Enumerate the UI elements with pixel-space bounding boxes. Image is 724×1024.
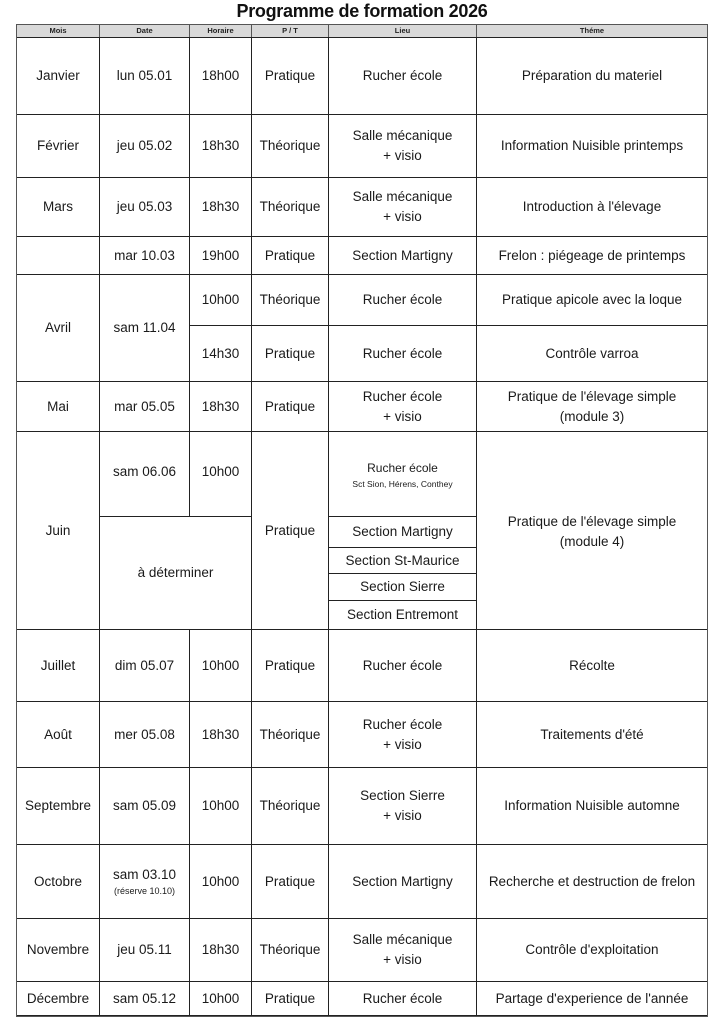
- cell-pt: [251, 431, 329, 630]
- location-sections: Sct Sion, Hérens, Conthey: [352, 479, 453, 489]
- date-label: lun 05.01: [116, 68, 173, 83]
- header-horaire-label: Horaire: [207, 26, 234, 35]
- date-label: sam 03.10: [112, 867, 177, 882]
- type-label: Pratique: [264, 398, 316, 414]
- cell-horaire: [189, 767, 252, 845]
- cell-horaire: [189, 274, 252, 326]
- cell-pt: [251, 381, 329, 432]
- cell-date: [99, 844, 190, 919]
- theme-label: Information Nuisible automne: [504, 798, 680, 813]
- cell-theme: [476, 701, 708, 768]
- cell-theme: [476, 381, 708, 432]
- location-label: Salle mécanique: [352, 189, 453, 204]
- cell-mois: [16, 844, 100, 919]
- time-label: 18h30: [201, 398, 240, 414]
- cell-date: [99, 381, 190, 432]
- cell-date: [99, 431, 190, 517]
- theme-label: Recherche et destruction de frelon: [488, 873, 696, 889]
- time-label: 10h00: [201, 798, 240, 813]
- cell-lieu: [328, 177, 477, 237]
- cell-lieu: [328, 236, 477, 275]
- theme-label: Contrôle varroa: [545, 345, 639, 361]
- theme-label: Contrôle d'exploitation: [525, 942, 659, 957]
- cell-lieu: [328, 381, 477, 432]
- cell-mois: [16, 918, 100, 982]
- cell-theme: [476, 981, 708, 1016]
- cell-theme: [476, 236, 708, 275]
- date-label: jeu 05.11: [117, 942, 172, 957]
- cell-horaire: [189, 918, 252, 982]
- cell-mois: [16, 629, 100, 702]
- month-label: Février: [36, 138, 79, 153]
- cell-pt: [251, 844, 329, 919]
- month-label: Avril: [44, 320, 71, 335]
- cell-horaire: [189, 701, 252, 768]
- cell-date: [99, 629, 190, 702]
- cell-lieu: [328, 918, 477, 982]
- page-title: Programme de formation 2026: [236, 1, 488, 21]
- location-label: Section Martigny: [352, 524, 453, 539]
- date-label: mar 10.03: [114, 247, 175, 263]
- type-label: Théorique: [259, 138, 321, 153]
- cell-pt: [251, 981, 329, 1016]
- month-label: Novembre: [26, 942, 90, 957]
- month-label: Juin: [45, 522, 71, 538]
- cell-theme: [476, 37, 708, 115]
- header-lieu-label: Lieu: [394, 26, 411, 35]
- theme-label: Pratique de l'élevage simple: [507, 514, 677, 529]
- cell-theme: [476, 767, 708, 845]
- cell-date: [99, 114, 190, 178]
- month-label: Décembre: [26, 990, 90, 1006]
- header-date-label: Date: [136, 26, 153, 35]
- cell-horaire: [189, 37, 252, 115]
- type-label: Pratique: [264, 522, 316, 538]
- cell-lieu-section: [328, 600, 477, 630]
- month-label: Août: [44, 726, 72, 742]
- location-visio: + visio: [383, 736, 422, 752]
- cell-lieu: [328, 37, 477, 115]
- date-note: (réserve 10.10): [113, 886, 176, 896]
- header-pt: [251, 24, 329, 38]
- cell-lieu: [328, 701, 477, 768]
- theme-label: Pratique de l'élevage simple: [507, 388, 677, 404]
- cell-mois: [16, 177, 100, 237]
- type-label: Théorique: [259, 199, 321, 214]
- header-horaire: [189, 24, 252, 38]
- cell-theme: [476, 325, 708, 382]
- location-visio: + visio: [383, 408, 422, 424]
- cell-theme: [476, 431, 708, 630]
- theme-label: Frelon : piégeage de printemps: [498, 247, 686, 263]
- cell-date: [99, 37, 190, 115]
- time-label: 18h30: [201, 942, 240, 957]
- theme-module: (module 3): [559, 408, 625, 424]
- type-label: Théorique: [259, 798, 321, 813]
- cell-theme: [476, 177, 708, 237]
- location-visio: + visio: [383, 952, 422, 967]
- location-label: Rucher école: [362, 292, 443, 307]
- location-label: Section Sierre: [360, 579, 445, 594]
- cell-theme: [476, 629, 708, 702]
- type-label: Pratique: [264, 873, 316, 889]
- time-label: 18h30: [201, 199, 240, 214]
- cell-horaire: [189, 325, 252, 382]
- theme-label: Traitements d'été: [540, 726, 644, 742]
- cell-lieu-section: [328, 547, 477, 574]
- cell-horaire: [189, 431, 252, 517]
- type-label: Pratique: [264, 990, 316, 1006]
- cell-lieu-section: [328, 573, 477, 601]
- theme-label: Préparation du materiel: [521, 68, 663, 83]
- cell-mois: [16, 431, 100, 630]
- date-label: mar 05.05: [114, 398, 175, 414]
- cell-lieu: [328, 114, 477, 178]
- location-visio: + visio: [383, 808, 422, 823]
- location-visio: + visio: [383, 148, 422, 163]
- cell-pt: [251, 114, 329, 178]
- cell-lieu: [328, 431, 477, 517]
- location-label: Section Martigny: [352, 247, 453, 263]
- date-label: jeu 05.02: [116, 138, 173, 153]
- theme-label: Information Nuisible printemps: [500, 138, 684, 153]
- type-label: Pratique: [264, 247, 316, 263]
- header-pt-label: P / T: [282, 26, 298, 35]
- location-label: Rucher école: [362, 388, 443, 404]
- cell-horaire: [189, 981, 252, 1016]
- time-label: 10h00: [201, 657, 240, 673]
- time-label: 10h00: [201, 873, 240, 889]
- time-label: 18h30: [201, 726, 240, 742]
- cell-mois: [16, 37, 100, 115]
- cell-date: [99, 274, 190, 382]
- time-label: 14h30: [201, 345, 240, 361]
- location-label: Rucher école: [367, 461, 438, 475]
- location-label: Section Martigny: [352, 873, 453, 889]
- type-label: Théorique: [259, 942, 321, 957]
- cell-mois: [16, 114, 100, 178]
- cell-horaire: [189, 844, 252, 919]
- cell-date: [99, 981, 190, 1016]
- theme-label: Partage d'experience de l'année: [495, 990, 689, 1006]
- cell-horaire: [189, 236, 252, 275]
- cell-pt: [251, 274, 329, 326]
- date-label: mer 05.08: [114, 726, 175, 742]
- type-label: Pratique: [264, 345, 316, 361]
- cell-horaire: [189, 381, 252, 432]
- theme-label: Introduction à l'élevage: [522, 199, 662, 214]
- date-label: jeu 05.03: [116, 199, 173, 214]
- location-visio: + visio: [383, 209, 422, 224]
- theme-label: Récolte: [569, 657, 615, 673]
- cell-date: [99, 918, 190, 982]
- date-tbd-label: à déterminer: [137, 565, 214, 580]
- month-label: Juillet: [40, 657, 76, 673]
- header-mois-label: Mois: [49, 26, 67, 35]
- cell-date: [99, 767, 190, 845]
- location-label: Rucher école: [362, 990, 443, 1006]
- time-label: 10h00: [201, 464, 240, 479]
- cell-pt: [251, 767, 329, 845]
- cell-lieu: [328, 767, 477, 845]
- cell-date: [99, 701, 190, 768]
- header-theme: [476, 24, 708, 38]
- cell-mois: [16, 381, 100, 432]
- cell-lieu: [328, 274, 477, 326]
- location-label: Salle mécanique: [352, 932, 453, 947]
- type-label: Pratique: [264, 68, 316, 83]
- type-label: Théorique: [259, 292, 321, 307]
- cell-theme: [476, 918, 708, 982]
- time-label: 10h00: [201, 292, 240, 307]
- time-label: 19h00: [201, 247, 240, 263]
- location-label: Salle mécanique: [352, 128, 453, 143]
- cell-mois: [16, 701, 100, 768]
- month-label: Octobre: [33, 873, 83, 889]
- cell-pt: [251, 701, 329, 768]
- cell-pt: [251, 177, 329, 237]
- location-label: Rucher école: [362, 657, 443, 673]
- date-label: sam 11.04: [113, 320, 176, 335]
- date-label: sam 06.06: [112, 464, 177, 479]
- cell-pt: [251, 236, 329, 275]
- theme-module: (module 4): [559, 534, 625, 549]
- time-label: 18h00: [201, 68, 240, 83]
- header-mois: [16, 24, 100, 38]
- location-label: Rucher école: [362, 345, 443, 361]
- date-label: sam 05.09: [112, 798, 177, 813]
- type-label: Pratique: [264, 657, 316, 673]
- cell-lieu: [328, 325, 477, 382]
- cell-lieu: [328, 629, 477, 702]
- header-lieu: [328, 24, 477, 38]
- cell-theme: [476, 844, 708, 919]
- month-label: Mars: [43, 199, 73, 214]
- cell-mois: [16, 767, 100, 845]
- cell-horaire: [189, 629, 252, 702]
- month-label: Janvier: [36, 68, 80, 83]
- cell-lieu: [328, 981, 477, 1016]
- header-date: [99, 24, 190, 38]
- type-label: Théorique: [259, 726, 321, 742]
- location-label: Rucher école: [362, 716, 443, 732]
- cell-pt: [251, 37, 329, 115]
- time-label: 18h30: [201, 138, 240, 153]
- month-label: Mai: [47, 398, 69, 414]
- cell-mois: [16, 981, 100, 1016]
- cell-lieu-section: [328, 516, 477, 548]
- theme-label: Pratique apicole avec la loque: [501, 292, 683, 307]
- time-label: 10h00: [201, 990, 240, 1006]
- cell-pt: [251, 918, 329, 982]
- location-label: Section St-Maurice: [345, 552, 460, 568]
- cell-date: [99, 177, 190, 237]
- month-label: Septembre: [24, 798, 92, 813]
- date-label: sam 05.12: [112, 990, 177, 1006]
- cell-mois: [16, 236, 100, 275]
- cell-date: [99, 236, 190, 275]
- cell-horaire: [189, 177, 252, 237]
- date-label: dim 05.07: [114, 657, 175, 673]
- cell-theme: [476, 274, 708, 326]
- cell-date-tbd: [99, 516, 252, 630]
- cell-lieu: [328, 844, 477, 919]
- cell-pt: [251, 629, 329, 702]
- header-theme-label: Théme: [579, 26, 605, 35]
- location-label: Section Entremont: [346, 607, 459, 622]
- cell-pt: [251, 325, 329, 382]
- cell-horaire: [189, 114, 252, 178]
- cell-mois: [16, 274, 100, 382]
- location-label: Rucher école: [362, 68, 443, 83]
- location-label: Section Sierre: [360, 788, 445, 803]
- cell-theme: [476, 114, 708, 178]
